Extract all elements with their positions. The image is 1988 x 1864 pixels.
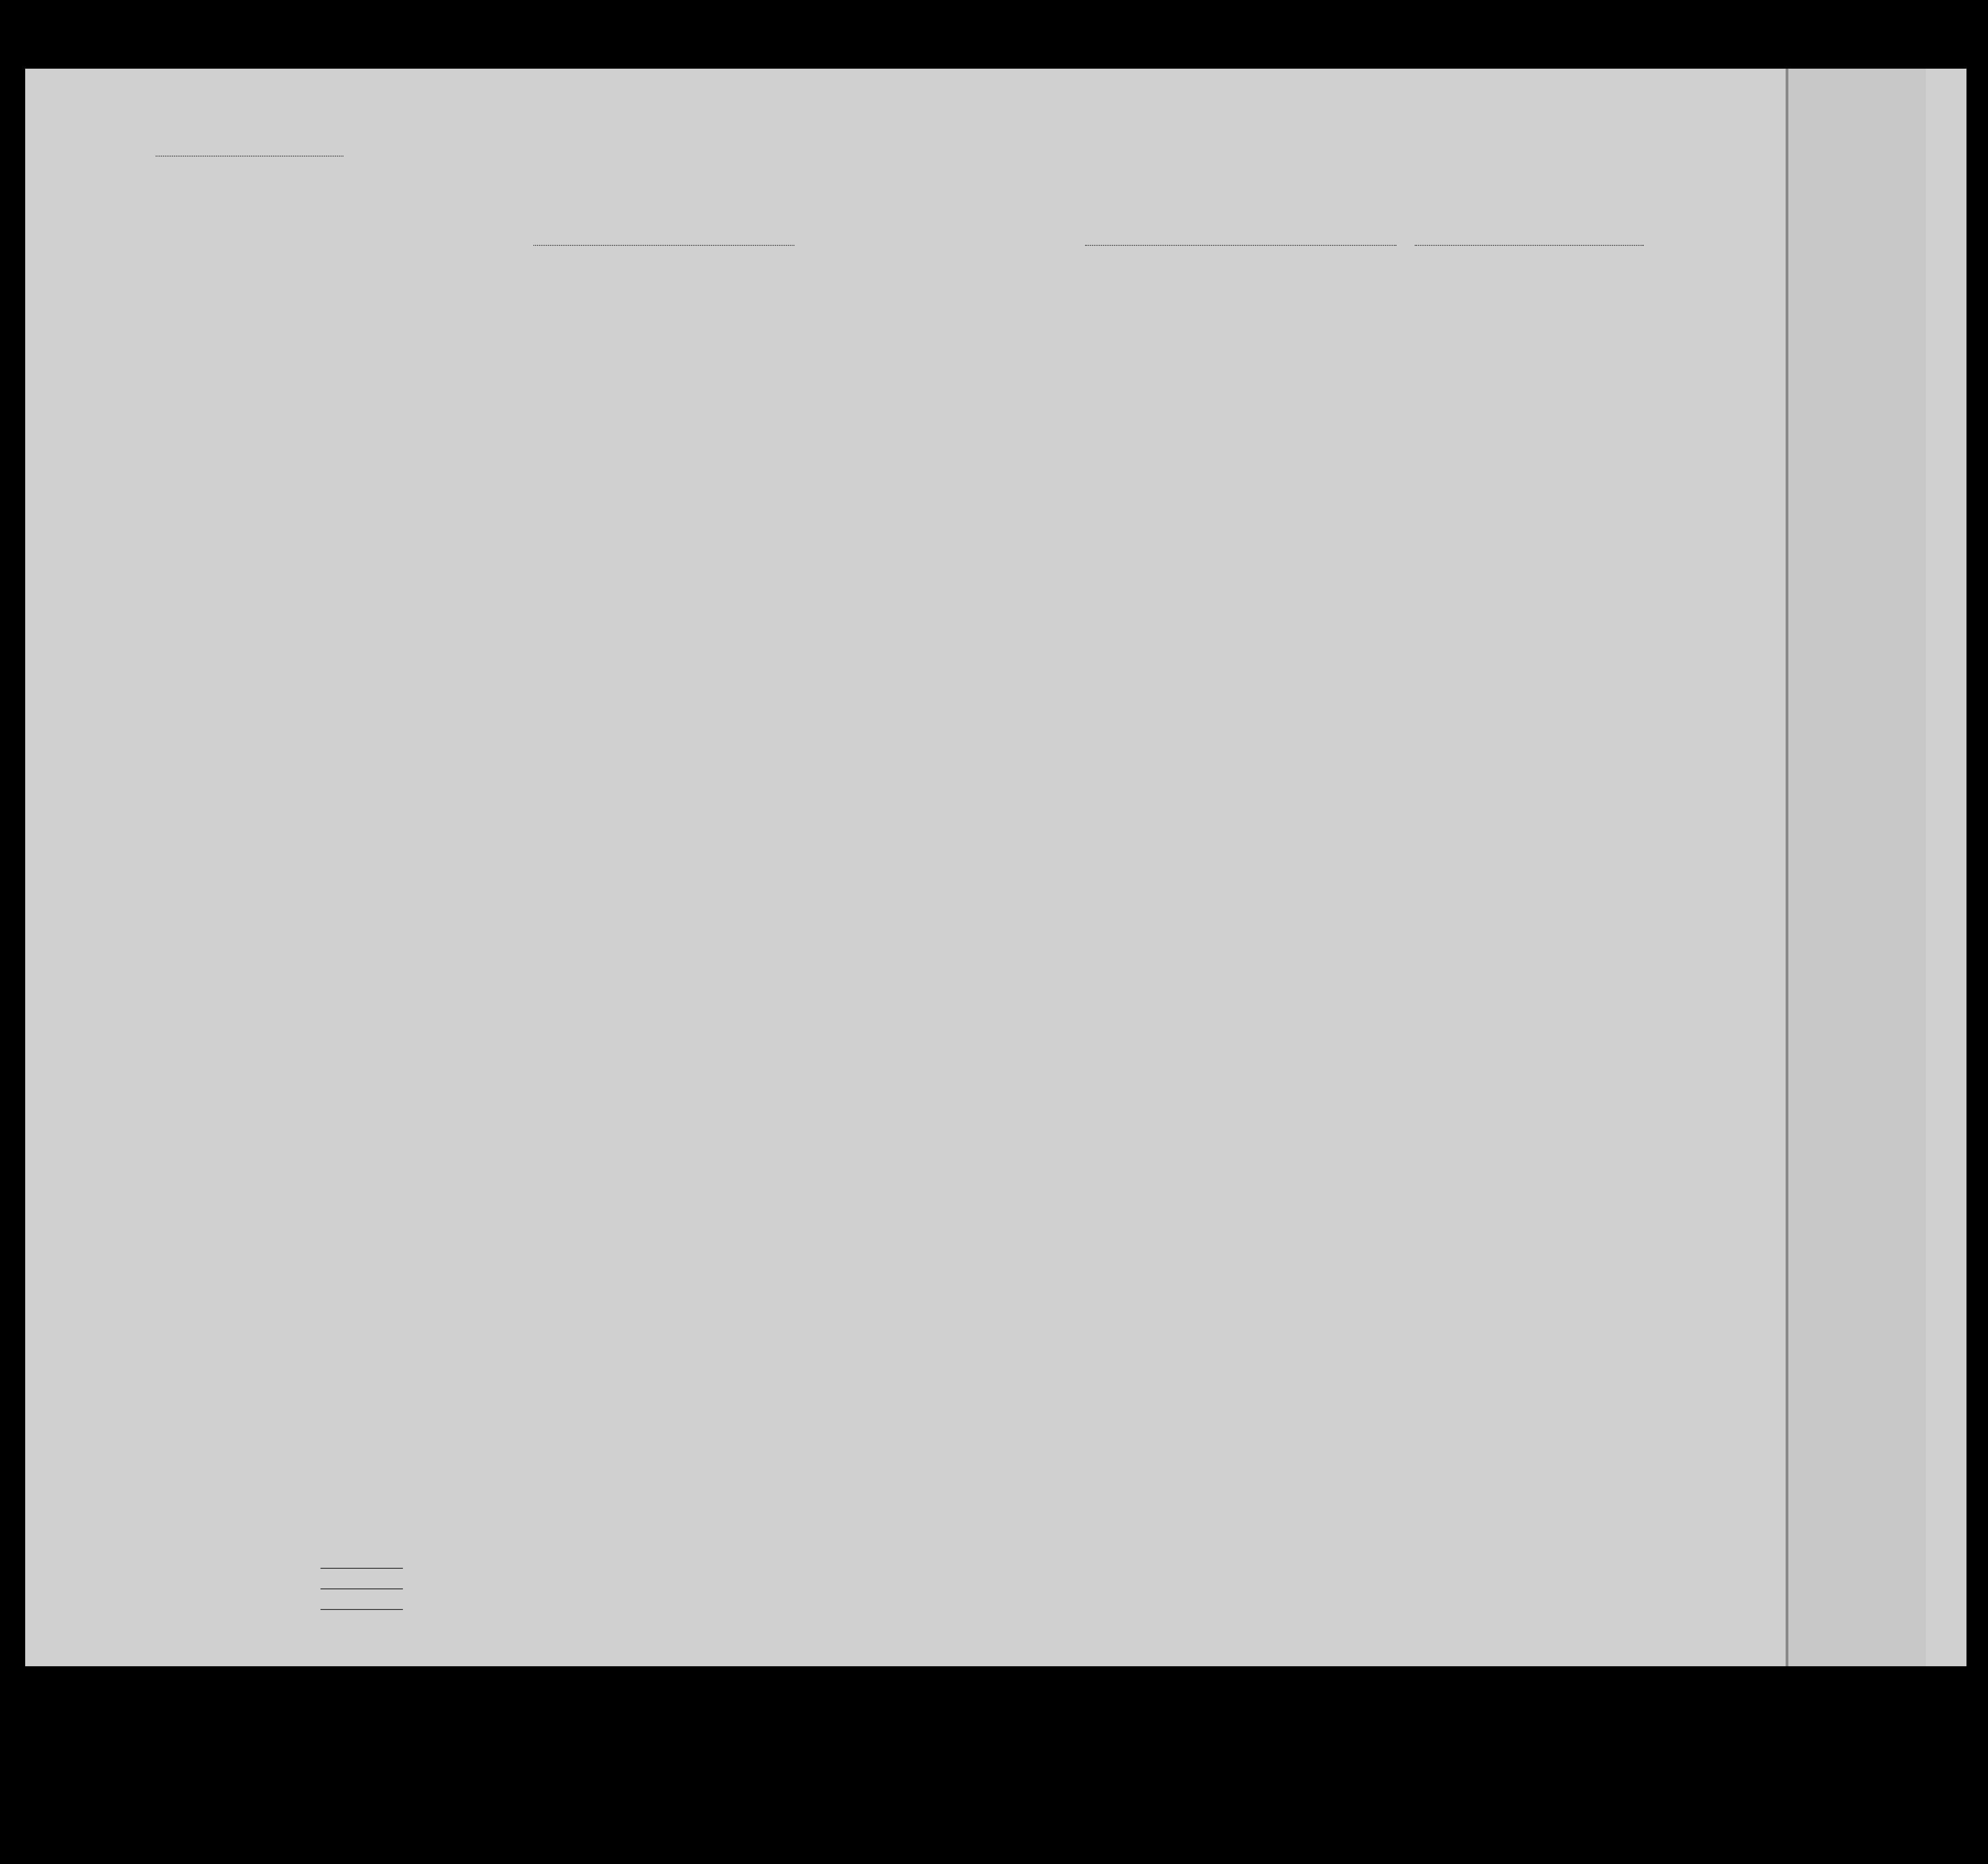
total-line-3 xyxy=(320,1609,403,1610)
total-line-2 xyxy=(320,1588,403,1589)
total-line-1 xyxy=(320,1568,403,1569)
